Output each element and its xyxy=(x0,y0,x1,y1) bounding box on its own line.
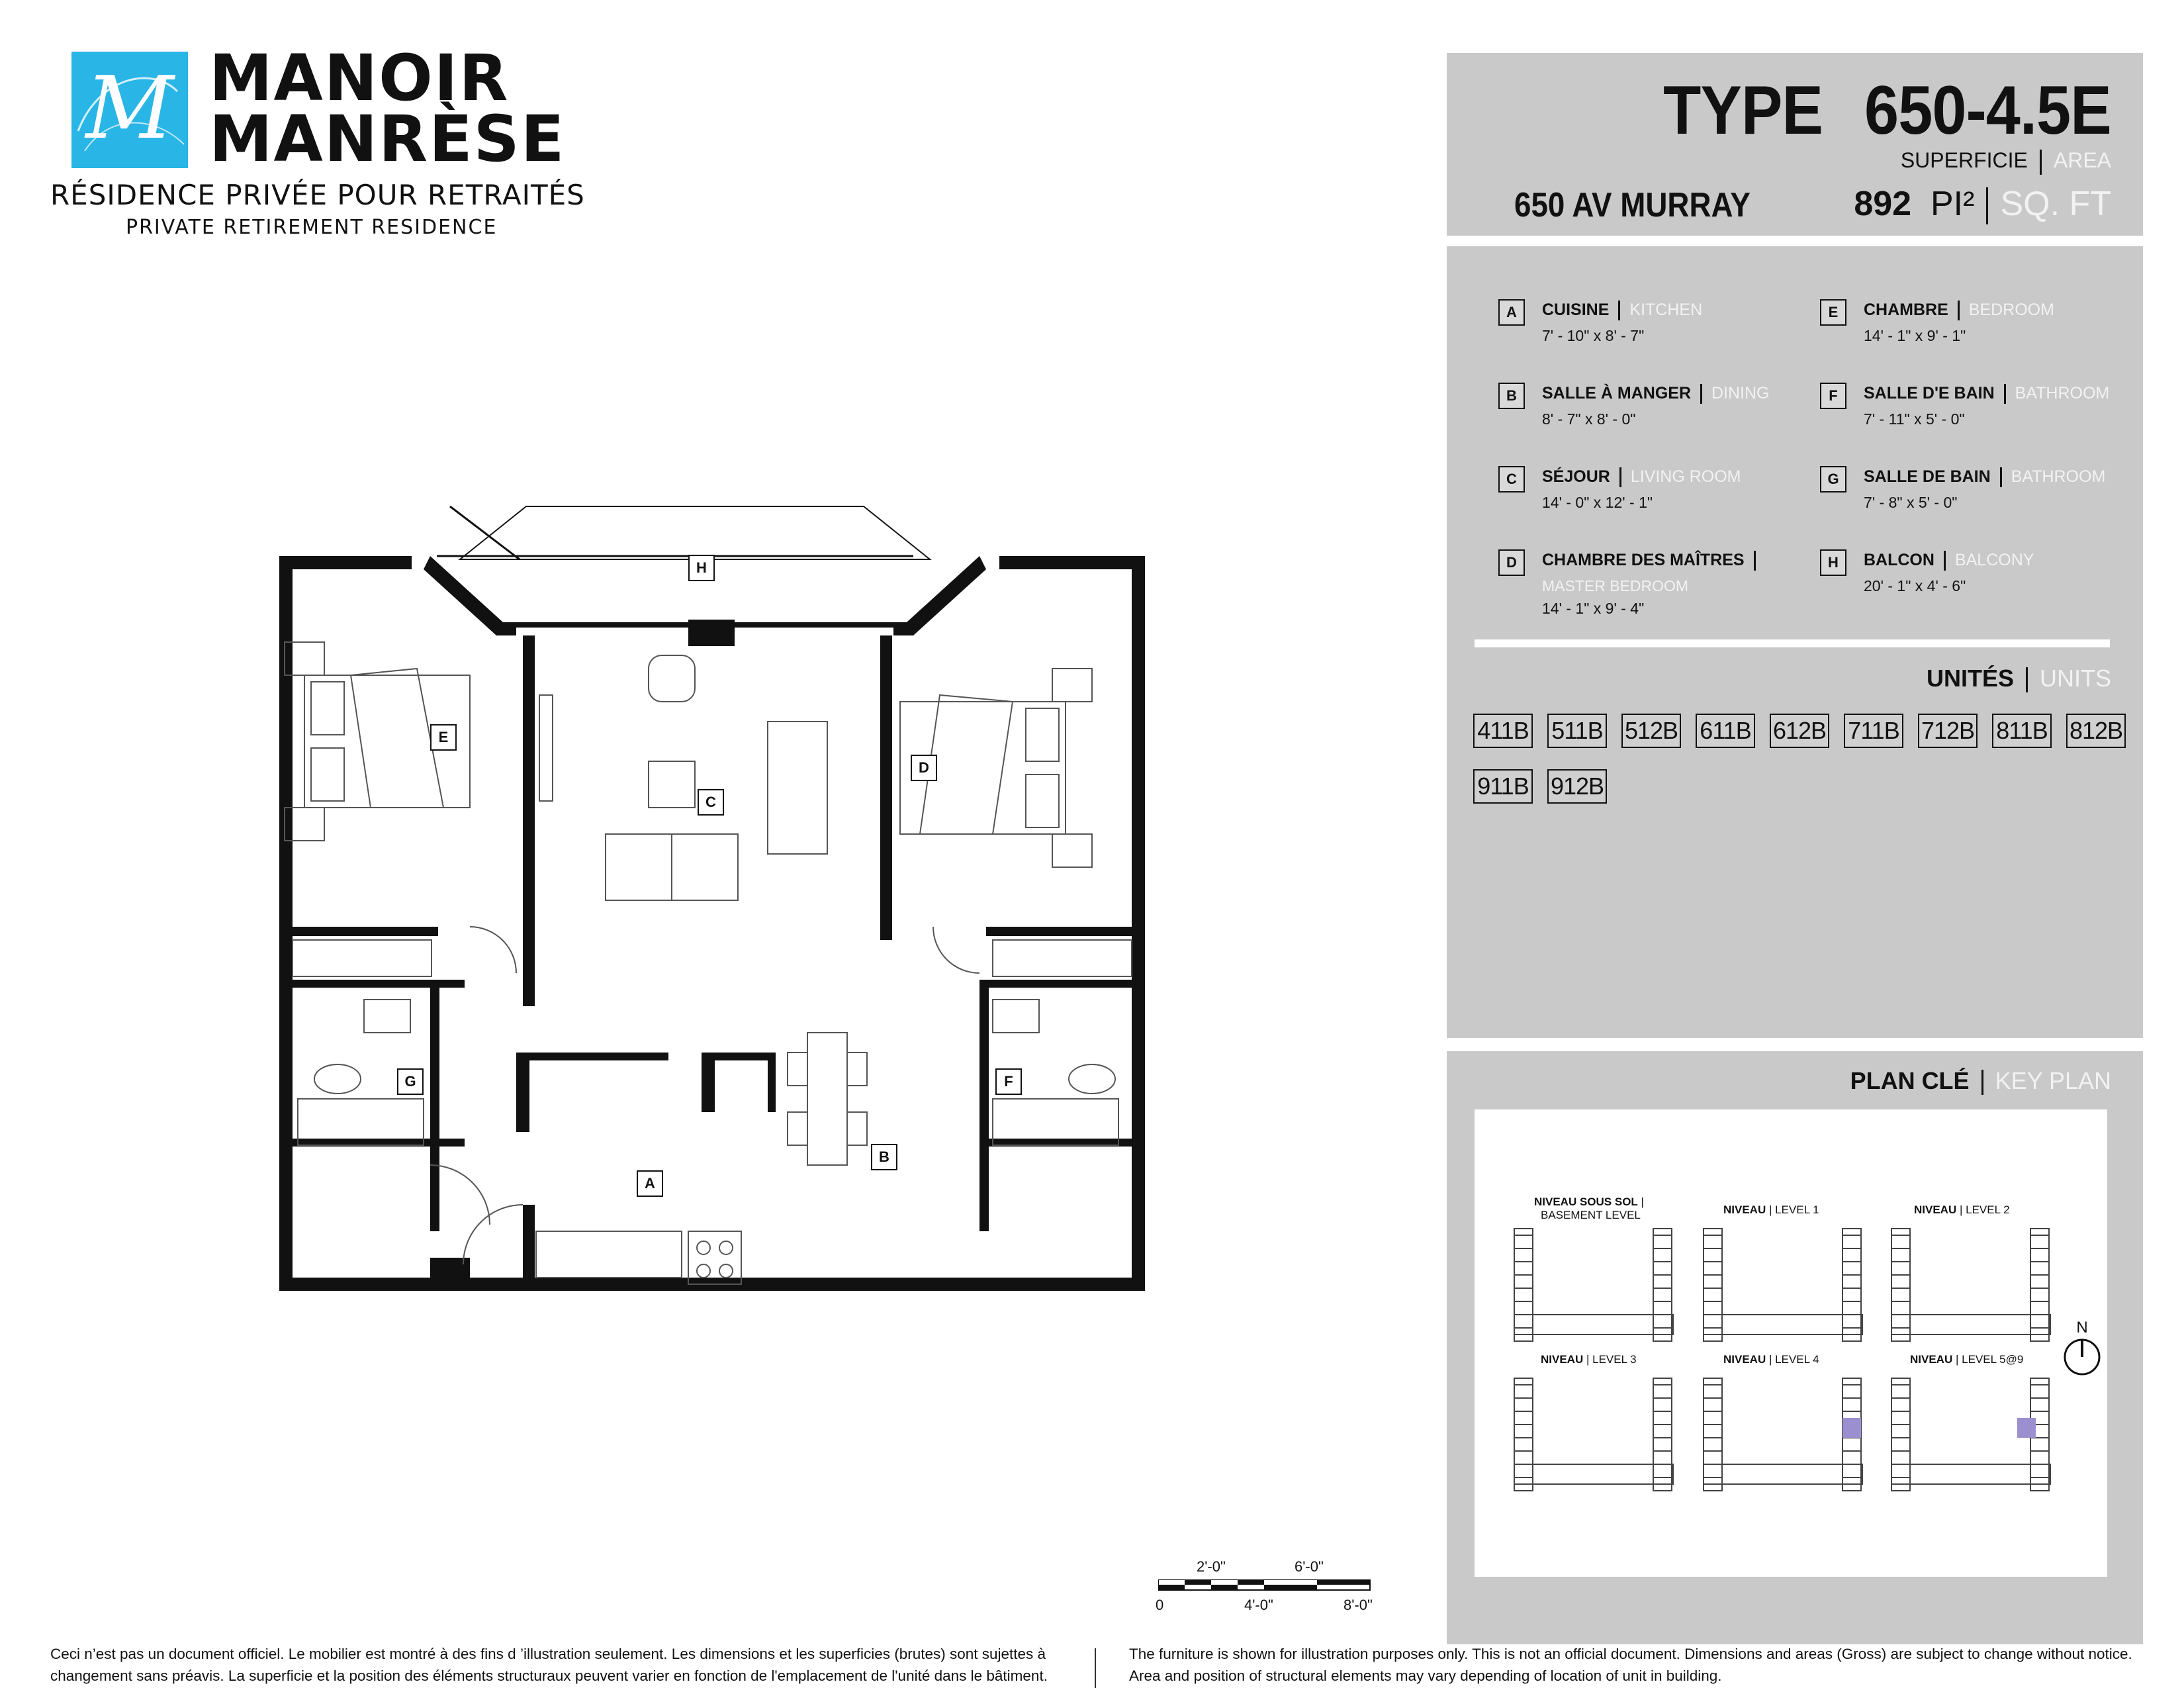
unit-button[interactable]: 511B xyxy=(1547,714,1607,748)
separator xyxy=(1754,551,1756,571)
room-dims: 14' - 1" x 9' - 1" xyxy=(1864,327,1966,344)
room-name xyxy=(1542,551,1765,571)
area-unit-fr: PI² xyxy=(1930,185,1975,223)
unit-button[interactable]: 411B xyxy=(1473,714,1533,748)
room-dims: 8' - 7" x 8' - 0" xyxy=(1542,410,1636,428)
unit-button[interactable]: 711B xyxy=(1844,714,1903,748)
brand-logo xyxy=(71,52,188,168)
level-en: LEVEL 2 xyxy=(1966,1203,2010,1216)
plan-tag-c: C xyxy=(698,789,724,816)
compass-icon xyxy=(2062,1337,2102,1377)
area-label-fr: SUPERFICIE xyxy=(1900,148,2028,172)
level-en: LEVEL 4 xyxy=(1775,1353,1819,1366)
key-plan-title xyxy=(1850,1067,2111,1095)
key-plan-label-fr: PLAN CLÉ xyxy=(1850,1067,1970,1094)
level-en: LEVEL 5@9 xyxy=(1962,1353,2024,1366)
north-label: N xyxy=(2076,1319,2088,1336)
room-name xyxy=(1542,301,1702,320)
unit-button[interactable]: 712B xyxy=(1918,714,1978,748)
level-fr: NIVEAU xyxy=(1723,1203,1766,1216)
key-plan-level-label: NIVEAU | LEVEL 4 xyxy=(1723,1353,1819,1366)
unit-button[interactable]: 812B xyxy=(2066,714,2126,748)
unit-type-title xyxy=(1663,71,2111,150)
separator xyxy=(1986,187,1988,224)
room-letter: A xyxy=(1498,299,1525,326)
level-en: LEVEL 3 xyxy=(1592,1353,1637,1366)
area-label xyxy=(1901,148,2111,175)
plan-tag-e: E xyxy=(430,724,457,751)
key-plan-level-label: NIVEAU | LEVEL 1 xyxy=(1723,1203,1819,1216)
area-unit-en: SQ. FT xyxy=(2000,185,2111,223)
unit-highlight xyxy=(1843,1418,1861,1438)
separator xyxy=(2040,150,2042,175)
area-number: 892 xyxy=(1854,185,1912,223)
room-letter: C xyxy=(1498,466,1525,492)
unit-button[interactable]: 612B xyxy=(1770,714,1829,748)
separator xyxy=(1981,1070,1983,1095)
room-name-en: KITCHEN xyxy=(1629,301,1703,319)
plan-tag-b: B xyxy=(871,1144,897,1170)
plan-tag-d: D xyxy=(911,755,937,781)
scale-graphic xyxy=(1158,1579,1377,1593)
separator xyxy=(2000,467,2002,487)
separator xyxy=(1619,467,1621,487)
room-name-fr: SALLE D'E BAIN xyxy=(1864,384,1995,402)
separator xyxy=(2004,384,2006,404)
key-plan-drawing xyxy=(1475,1109,2107,1577)
level-en: LEVEL 1 xyxy=(1775,1203,1819,1216)
room-name-fr: CHAMBRE DES MAÎTRES xyxy=(1542,551,1745,569)
separator xyxy=(2026,667,2028,692)
room-dims: 14' - 1" x 9' - 4" xyxy=(1542,600,1645,617)
key-plan-level-label: NIVEAU SOUS SOL | BASEMENT LEVEL xyxy=(1534,1196,1644,1221)
unit-button[interactable]: 911B xyxy=(1473,769,1533,804)
address: 650 AV MURRAY xyxy=(1514,186,1751,224)
scale-label: 0 xyxy=(1156,1597,1164,1613)
room-letter: E xyxy=(1820,299,1846,326)
type-code: 650-4.5E xyxy=(1864,72,2111,149)
room-letter: H xyxy=(1820,549,1846,576)
room-name xyxy=(1864,467,2105,487)
unit-button[interactable]: 811B xyxy=(1992,714,2052,748)
room-name-fr: CHAMBRE xyxy=(1864,301,1948,319)
scale-label: 4'-0" xyxy=(1244,1597,1273,1613)
level-en: BASEMENT LEVEL xyxy=(1541,1209,1641,1221)
separator xyxy=(1700,384,1702,404)
units-label-en: UNITS xyxy=(2040,665,2111,692)
room-name-en: DINING xyxy=(1711,384,1770,402)
plan-tag-a: A xyxy=(637,1170,663,1197)
room-name xyxy=(1864,301,2054,320)
units-title xyxy=(1927,665,2111,692)
room-dims: 14' - 0" x 12' - 1" xyxy=(1542,494,1653,511)
level-fr: NIVEAU xyxy=(1541,1353,1584,1366)
floor-plan xyxy=(265,503,1165,1324)
footer-divider xyxy=(1095,1648,1096,1688)
room-dims: 7' - 8" x 5' - 0" xyxy=(1864,494,1958,511)
key-plan-level-label: NIVEAU | LEVEL 5@9 xyxy=(1910,1353,2024,1366)
room-name xyxy=(1542,384,1770,404)
divider xyxy=(1475,639,2110,647)
separator xyxy=(1944,551,1946,571)
room-name-fr: CUISINE xyxy=(1542,301,1610,319)
monogram-icon xyxy=(71,52,188,168)
key-plan-level-label: NIVEAU | LEVEL 3 xyxy=(1541,1353,1637,1366)
unit-highlight xyxy=(2017,1418,2036,1438)
room-name-fr: SÉJOUR xyxy=(1542,467,1610,486)
key-plan-box xyxy=(1475,1109,2107,1577)
level-fr: NIVEAU xyxy=(1723,1353,1766,1366)
units-label-fr: UNITÉS xyxy=(1926,665,2014,692)
room-name xyxy=(1864,551,2034,571)
room-name-fr: SALLE À MANGER xyxy=(1542,384,1691,402)
room-dims: 7' - 10" x 8' - 7" xyxy=(1542,327,1645,344)
north-arrow xyxy=(2062,1319,2102,1382)
room-letter: F xyxy=(1820,383,1846,409)
room-name-en: BATHROOM xyxy=(2015,384,2110,402)
area-value xyxy=(1854,184,2111,224)
key-plan-label-en: KEY PLAN xyxy=(1995,1067,2111,1094)
tagline-en: PRIVATE RETIREMENT RESIDENCE xyxy=(126,216,498,239)
type-label: TYPE xyxy=(1663,72,1823,149)
area-label-en: AREA xyxy=(2053,148,2111,172)
scale-label: 8'-0" xyxy=(1343,1597,1373,1613)
plan-tag-g: G xyxy=(397,1068,424,1095)
scale-label: 2'-0" xyxy=(1197,1558,1226,1575)
scale-bar xyxy=(1152,1558,1390,1624)
brand-line-1: MANOIR xyxy=(209,41,510,115)
brand-line-2: MANRÈSE xyxy=(209,102,566,176)
scale-label: 6'-0" xyxy=(1295,1558,1324,1575)
unit-button[interactable]: 912B xyxy=(1547,769,1607,804)
room-name xyxy=(1542,467,1741,487)
room-letter: B xyxy=(1498,383,1525,409)
disclaimer-fr: Ceci n’est pas un document officiel. Le mobilier est montré à des fins d ’illustration seulement. Les dimensions et les superficies (brutes) sont sujettes à changement sans préavis. La superficie et la position des éléments structuraux peuvent varier en fonction de l'emplacement de l'unité dans le bâtiment. xyxy=(50,1646,1048,1684)
logo-monogram: M xyxy=(85,58,174,158)
tagline-fr: RÉSIDENCE PRIVÉE POUR RETRAITÉS xyxy=(50,179,585,211)
key-plan-level-label: NIVEAU | LEVEL 2 xyxy=(1914,1203,2010,1216)
disclaimer-en: The furniture is shown for illustration purposes only. This is not an official document. Dimensions and areas (Gross) are subject to change without notice. Area and position of structural elements may vary depending of location of unit in building. xyxy=(1129,1646,2132,1684)
room-name-en: BALCONY xyxy=(1954,551,2034,569)
brand-name xyxy=(209,41,566,176)
level-fr: NIVEAU xyxy=(1910,1353,1953,1366)
level-fr: NIVEAU xyxy=(1914,1203,1957,1216)
unit-button[interactable]: 611B xyxy=(1696,714,1755,748)
separator xyxy=(1618,301,1620,320)
room-letter: D xyxy=(1498,549,1525,576)
room-name-en: MASTER BEDROOM xyxy=(1542,577,1689,594)
level-fr: NIVEAU SOUS SOL xyxy=(1534,1196,1638,1208)
unit-button[interactable]: 512B xyxy=(1621,714,1681,748)
separator xyxy=(1958,301,1960,320)
room-name-fr: SALLE DE BAIN xyxy=(1864,467,1991,486)
room-letter: G xyxy=(1820,466,1846,492)
room-name xyxy=(1864,384,2109,404)
plan-tag-h: H xyxy=(688,555,715,581)
room-name-en: LIVING ROOM xyxy=(1630,467,1741,486)
plan-tag-f: F xyxy=(995,1068,1022,1095)
room-dims: 20' - 1" x 4' - 6" xyxy=(1864,577,1966,594)
room-name-fr: BALCON xyxy=(1864,551,1934,569)
room-name-en: BATHROOM xyxy=(2011,467,2106,486)
room-dims: 7' - 11" x 5' - 0" xyxy=(1864,410,1965,428)
room-name-en: BEDROOM xyxy=(1968,301,2054,319)
